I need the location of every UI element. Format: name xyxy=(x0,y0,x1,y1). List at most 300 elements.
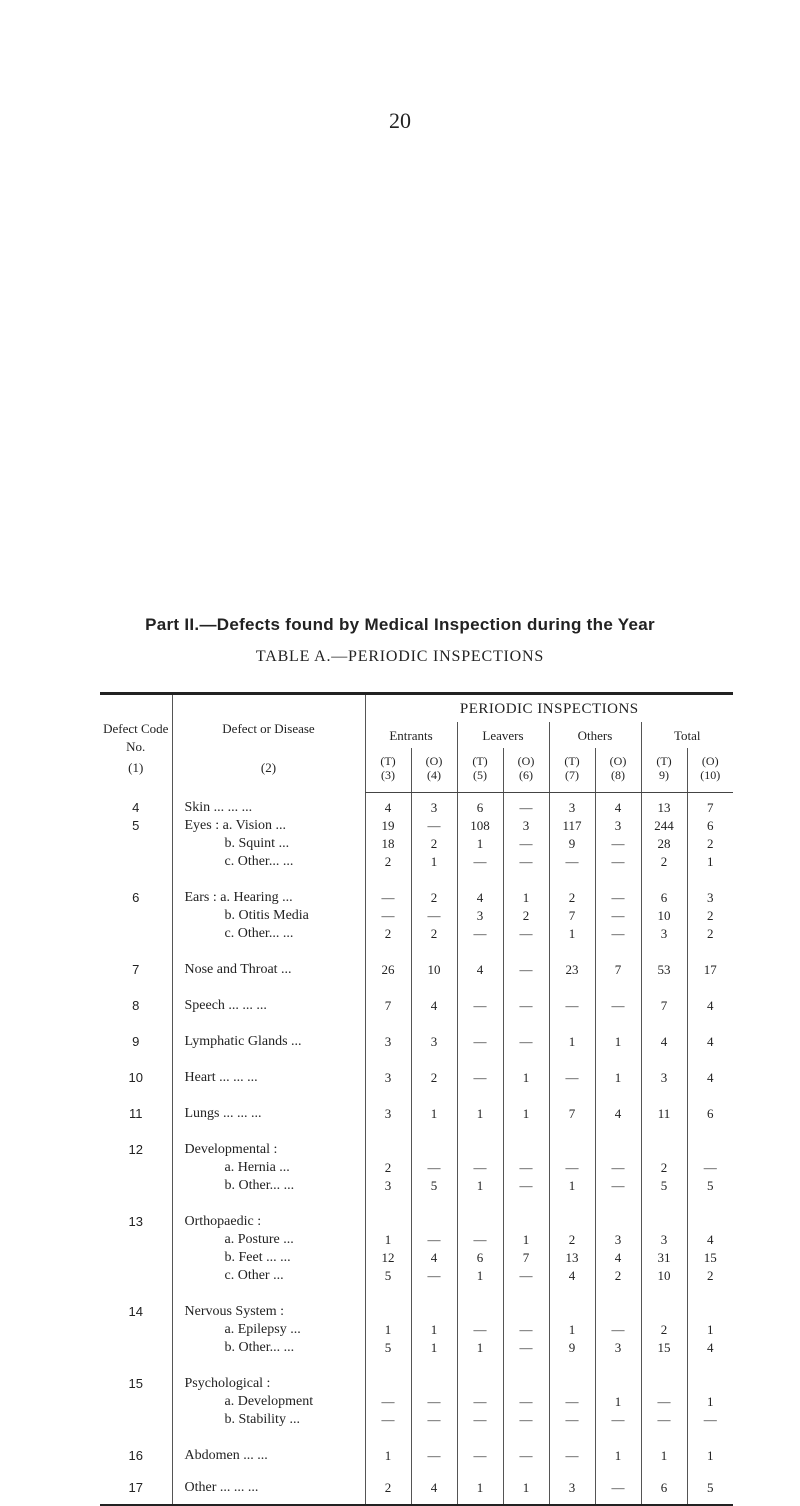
cell-col-3: 5 xyxy=(365,1339,411,1357)
defect-code: 9 xyxy=(132,1034,140,1049)
cell-col-3: 1 xyxy=(365,1429,411,1465)
cell-col-10: 5 xyxy=(687,1177,733,1195)
defect-code: 13 xyxy=(128,1214,143,1229)
cell-col-7: 117 xyxy=(549,817,595,835)
cell-col-10: 2 xyxy=(687,925,733,943)
defect-code xyxy=(100,907,172,925)
cell-col-9: 4 xyxy=(641,1015,687,1051)
table-row xyxy=(100,1087,733,1123)
sub-header-number: (4) xyxy=(427,768,441,782)
cell-col-8: 2 xyxy=(595,1267,641,1285)
table-row xyxy=(100,1321,733,1339)
defect-label: a. Development xyxy=(172,1393,365,1411)
cell-col-3: 2 xyxy=(365,1159,411,1177)
cell-col-7: — xyxy=(549,853,595,871)
cell-col-3 xyxy=(365,1195,411,1231)
cell-col-6 xyxy=(503,1285,549,1321)
cell-col-9: 3 xyxy=(641,925,687,943)
cell-col-8 xyxy=(595,1357,641,1393)
sub-header-col-7 xyxy=(549,748,595,793)
cell-col-6 xyxy=(503,1123,549,1159)
defect-code: 14 xyxy=(128,1304,143,1319)
cell-col-8: — xyxy=(595,907,641,925)
cell-col-7: 1 xyxy=(549,1015,595,1051)
cell-col-3: 2 xyxy=(365,1465,411,1505)
cell-col-8 xyxy=(595,1285,641,1321)
cell-col-8: 4 xyxy=(595,793,641,818)
sub-header-number: (5) xyxy=(473,768,487,782)
table-row xyxy=(100,1411,733,1429)
cell-col-9: 6 xyxy=(641,1465,687,1505)
defect-code xyxy=(100,1249,172,1267)
cell-col-6: — xyxy=(503,853,549,871)
cell-col-8: 1 xyxy=(595,1393,641,1411)
cell-col-5: 1 xyxy=(457,1339,503,1357)
cell-col-7: 1 xyxy=(549,925,595,943)
cell-col-9: 13 xyxy=(641,793,687,818)
defect-label: a. Epilepsy ... xyxy=(172,1321,365,1339)
cell-col-3: — xyxy=(365,907,411,925)
table-row xyxy=(100,1195,733,1231)
defect-label: c. Other... ... xyxy=(172,853,365,871)
defect-label: Skin ... ... ... xyxy=(172,793,365,818)
cell-col-4: 2 xyxy=(411,871,457,907)
table-row xyxy=(100,1159,733,1177)
cell-col-4: — xyxy=(411,1393,457,1411)
cell-col-7: 1 xyxy=(549,1321,595,1339)
cell-col-10: 2 xyxy=(687,907,733,925)
cell-col-5: 3 xyxy=(457,907,503,925)
cell-col-3: 19 xyxy=(365,817,411,835)
defect-code: 11 xyxy=(129,1106,143,1121)
cell-col-10: 6 xyxy=(687,1087,733,1123)
cell-col-3: 3 xyxy=(365,1177,411,1195)
cell-col-3: 7 xyxy=(365,979,411,1015)
cell-col-3 xyxy=(365,1357,411,1393)
cell-col-3: 5 xyxy=(365,1267,411,1285)
cell-col-4: — xyxy=(411,1429,457,1465)
defect-code xyxy=(100,925,172,943)
cell-col-10: 7 xyxy=(687,793,733,818)
cell-col-7: 2 xyxy=(549,871,595,907)
cell-col-6: 7 xyxy=(503,1249,549,1267)
defect-code: 8 xyxy=(132,998,140,1013)
cell-col-10: — xyxy=(687,1411,733,1429)
defect-code: 17 xyxy=(128,1480,143,1495)
cell-col-10 xyxy=(687,1123,733,1159)
cell-col-8: — xyxy=(595,1411,641,1429)
part-heading: Part II.—Defects found by Medical Inspection during the Year xyxy=(145,615,655,634)
cell-col-3: 3 xyxy=(365,1015,411,1051)
defect-label: Orthopaedic : xyxy=(172,1195,365,1231)
defect-label: Lymphatic Glands ... xyxy=(172,1015,365,1051)
table-title: TABLE A.—PERIODIC INSPECTIONS xyxy=(255,648,545,665)
sub-header-number: (10) xyxy=(700,768,721,782)
defect-label: Developmental : xyxy=(172,1123,365,1159)
defect-label: Lungs ... ... ... xyxy=(172,1087,365,1123)
cell-col-3: 18 xyxy=(365,835,411,853)
cell-col-10 xyxy=(687,1357,733,1393)
cell-col-4: 1 xyxy=(411,1321,457,1339)
cell-col-8: — xyxy=(595,1177,641,1195)
cell-col-4: 4 xyxy=(411,979,457,1015)
cell-col-6: — xyxy=(503,979,549,1015)
cell-col-7: 9 xyxy=(549,835,595,853)
table-row xyxy=(100,979,733,1015)
defect-code: 12 xyxy=(128,1142,143,1157)
cell-col-7: 7 xyxy=(549,907,595,925)
sub-header-number: (6) xyxy=(519,768,533,782)
cell-col-6: — xyxy=(503,1321,549,1339)
cell-col-7: 3 xyxy=(549,793,595,818)
cell-col-9: 2 xyxy=(641,853,687,871)
cell-col-5: 6 xyxy=(457,1249,503,1267)
defect-code xyxy=(100,1339,172,1357)
cell-col-3: 1 xyxy=(365,1321,411,1339)
cell-col-4: 4 xyxy=(411,1249,457,1267)
cell-col-9: 10 xyxy=(641,907,687,925)
cell-col-4: — xyxy=(411,1159,457,1177)
defect-code-header: Defect Code No. (1) xyxy=(100,694,172,793)
sub-header-col-9 xyxy=(641,748,687,793)
table-row xyxy=(100,793,733,818)
cell-col-5: — xyxy=(457,1051,503,1087)
table-row xyxy=(100,1429,733,1465)
defect-label: Heart ... ... ... xyxy=(172,1051,365,1087)
defect-label: b. Squint ... xyxy=(172,835,365,853)
cell-col-5: — xyxy=(457,1159,503,1177)
sub-header-type: (O) xyxy=(517,754,535,768)
cell-col-5: — xyxy=(457,1015,503,1051)
cell-col-9: 28 xyxy=(641,835,687,853)
cell-col-8 xyxy=(595,1195,641,1231)
cell-col-4: 10 xyxy=(411,943,457,979)
cell-col-5 xyxy=(457,1195,503,1231)
cell-col-4: 1 xyxy=(411,1339,457,1357)
cell-col-6: — xyxy=(503,1429,549,1465)
cell-col-4: 3 xyxy=(411,1015,457,1051)
cell-col-10: 2 xyxy=(687,835,733,853)
cell-col-10: 1 xyxy=(687,1429,733,1465)
cell-col-5: — xyxy=(457,979,503,1015)
cell-col-8: 4 xyxy=(595,1087,641,1123)
cell-col-8: 1 xyxy=(595,1015,641,1051)
table-row xyxy=(100,853,733,871)
cell-col-6: — xyxy=(503,1015,549,1051)
cell-col-4: 5 xyxy=(411,1177,457,1195)
cell-col-3 xyxy=(365,1285,411,1321)
total-header: Total xyxy=(641,722,733,748)
defect-label: c. Other... ... xyxy=(172,925,365,943)
cell-col-8 xyxy=(595,1123,641,1159)
cell-col-5: 108 xyxy=(457,817,503,835)
sub-header-type: (T) xyxy=(472,754,488,768)
cell-col-4: — xyxy=(411,907,457,925)
cell-col-6: — xyxy=(503,1339,549,1357)
sub-header-col-4 xyxy=(411,748,457,793)
cell-col-9: — xyxy=(641,1411,687,1429)
cell-col-6: — xyxy=(503,943,549,979)
cell-col-8: 4 xyxy=(595,1249,641,1267)
defect-label: b. Other... ... xyxy=(172,1177,365,1195)
cell-col-3: 4 xyxy=(365,793,411,818)
cell-col-9: 7 xyxy=(641,979,687,1015)
cell-col-9: 53 xyxy=(641,943,687,979)
defect-label: Speech ... ... ... xyxy=(172,979,365,1015)
cell-col-3: 2 xyxy=(365,853,411,871)
table-row xyxy=(100,1393,733,1411)
cell-col-9: 2 xyxy=(641,1159,687,1177)
periodic-inspections-table xyxy=(100,692,733,1506)
cell-col-10: — xyxy=(687,1159,733,1177)
cell-col-5: — xyxy=(457,1393,503,1411)
cell-col-5 xyxy=(457,1357,503,1393)
cell-col-5: — xyxy=(457,1411,503,1429)
cell-col-3: 26 xyxy=(365,943,411,979)
defect-code xyxy=(100,1231,172,1249)
sub-header-col-10 xyxy=(687,748,733,793)
cell-col-3: 1 xyxy=(365,1231,411,1249)
cell-col-7 xyxy=(549,1285,595,1321)
cell-col-7: 13 xyxy=(549,1249,595,1267)
sub-header-type: (T) xyxy=(564,754,580,768)
defect-code: 4 xyxy=(132,799,140,815)
cell-col-8: 1 xyxy=(595,1051,641,1087)
cell-col-10: 4 xyxy=(687,1231,733,1249)
cell-col-10: 4 xyxy=(687,979,733,1015)
defect-code xyxy=(100,1177,172,1195)
table-row xyxy=(100,1465,733,1505)
cell-col-6: — xyxy=(503,1411,549,1429)
cell-col-4: 1 xyxy=(411,853,457,871)
cell-col-3: — xyxy=(365,1393,411,1411)
cell-col-10: 2 xyxy=(687,1267,733,1285)
table-row xyxy=(100,907,733,925)
table-row xyxy=(100,1123,733,1159)
defect-code xyxy=(100,835,172,853)
defect-code: 16 xyxy=(128,1448,143,1463)
cell-col-6: 1 xyxy=(503,1465,549,1505)
defect-code: 10 xyxy=(128,1070,143,1085)
others-header: Others xyxy=(549,722,641,748)
cell-col-10 xyxy=(687,1285,733,1321)
leavers-header: Leavers xyxy=(457,722,549,748)
sub-header-type: (T) xyxy=(380,754,396,768)
cell-col-8: 3 xyxy=(595,1231,641,1249)
table-row xyxy=(100,1231,733,1249)
cell-col-5 xyxy=(457,1123,503,1159)
cell-col-8: — xyxy=(595,1159,641,1177)
cell-col-4: 3 xyxy=(411,793,457,818)
cell-col-6: — xyxy=(503,835,549,853)
cell-col-9 xyxy=(641,1123,687,1159)
cell-col-9: 5 xyxy=(641,1177,687,1195)
cell-col-9 xyxy=(641,1357,687,1393)
cell-col-9: 15 xyxy=(641,1339,687,1357)
defect-label: Nose and Throat ... xyxy=(172,943,365,979)
cell-col-7: — xyxy=(549,1411,595,1429)
cell-col-7: — xyxy=(549,1429,595,1465)
cell-col-4: 2 xyxy=(411,1051,457,1087)
defect-code xyxy=(100,1267,172,1285)
cell-col-9: 3 xyxy=(641,1051,687,1087)
cell-col-6: 2 xyxy=(503,907,549,925)
cell-col-3: — xyxy=(365,871,411,907)
cell-col-10 xyxy=(687,1195,733,1231)
cell-col-7 xyxy=(549,1195,595,1231)
defect-label: b. Other... ... xyxy=(172,1339,365,1357)
cell-col-4: — xyxy=(411,1231,457,1249)
table-row xyxy=(100,1285,733,1321)
cell-col-9: 1 xyxy=(641,1429,687,1465)
table-row xyxy=(100,1249,733,1267)
cell-col-9: 3 xyxy=(641,1231,687,1249)
cell-col-6: 1 xyxy=(503,871,549,907)
sub-header-col-3 xyxy=(365,748,411,793)
cell-col-5: 6 xyxy=(457,793,503,818)
cell-col-9: 2 xyxy=(641,1321,687,1339)
cell-col-3: 3 xyxy=(365,1087,411,1123)
defect-label: Abdomen ... ... xyxy=(172,1429,365,1465)
defect-code: 15 xyxy=(128,1376,143,1391)
cell-col-10: 5 xyxy=(687,1465,733,1505)
cell-col-9 xyxy=(641,1285,687,1321)
cell-col-5: 4 xyxy=(457,871,503,907)
cell-col-6: 1 xyxy=(503,1087,549,1123)
cell-col-5: 1 xyxy=(457,1267,503,1285)
cell-col-7: — xyxy=(549,1051,595,1087)
table-row xyxy=(100,835,733,853)
cell-col-4: — xyxy=(411,1411,457,1429)
table-row xyxy=(100,1339,733,1357)
defect-label: a. Hernia ... xyxy=(172,1159,365,1177)
cell-col-10: 15 xyxy=(687,1249,733,1267)
table-row xyxy=(100,871,733,907)
cell-col-8: 3 xyxy=(595,1339,641,1357)
cell-col-9: 10 xyxy=(641,1267,687,1285)
cell-col-5: — xyxy=(457,1321,503,1339)
defect-label: b. Stability ... xyxy=(172,1411,365,1429)
cell-col-6: — xyxy=(503,1393,549,1411)
cell-col-4: 1 xyxy=(411,1087,457,1123)
cell-col-7: 7 xyxy=(549,1087,595,1123)
cell-col-4 xyxy=(411,1285,457,1321)
cell-col-5: 1 xyxy=(457,1177,503,1195)
cell-col-5: 4 xyxy=(457,943,503,979)
defect-code xyxy=(100,853,172,871)
cell-col-6: 1 xyxy=(503,1051,549,1087)
defect-code: 7 xyxy=(132,962,140,977)
cell-col-9: — xyxy=(641,1393,687,1411)
cell-col-4: 4 xyxy=(411,1465,457,1505)
defect-label: Psychological : xyxy=(172,1357,365,1393)
defect-code: 6 xyxy=(132,890,140,905)
entrants-header: Entrants xyxy=(365,722,457,748)
cell-col-6: — xyxy=(503,1159,549,1177)
cell-col-6: — xyxy=(503,1267,549,1285)
cell-col-3 xyxy=(365,1123,411,1159)
cell-col-3: 12 xyxy=(365,1249,411,1267)
cell-col-5: — xyxy=(457,853,503,871)
defect-code xyxy=(100,1159,172,1177)
cell-col-7: — xyxy=(549,1159,595,1177)
table-row xyxy=(100,1267,733,1285)
cell-col-10: 6 xyxy=(687,817,733,835)
cell-col-8: — xyxy=(595,1465,641,1505)
cell-col-7: — xyxy=(549,1393,595,1411)
cell-col-4: — xyxy=(411,817,457,835)
defect-disease-header: Defect or Disease (2) xyxy=(172,694,365,793)
sub-header-number: (3) xyxy=(381,768,395,782)
defect-label: Eyes : a. Vision ... xyxy=(172,817,365,835)
cell-col-7: 9 xyxy=(549,1339,595,1357)
cell-col-4: — xyxy=(411,1267,457,1285)
cell-col-3: — xyxy=(365,1411,411,1429)
cell-col-8: 1 xyxy=(595,1429,641,1465)
cell-col-6: 3 xyxy=(503,817,549,835)
defect-label: b. Otitis Media xyxy=(172,907,365,925)
cell-col-7: 23 xyxy=(549,943,595,979)
cell-col-9: 6 xyxy=(641,871,687,907)
table-row xyxy=(100,1051,733,1087)
table-row xyxy=(100,943,733,979)
cell-col-4: 2 xyxy=(411,925,457,943)
cell-col-7 xyxy=(549,1123,595,1159)
cell-col-4 xyxy=(411,1357,457,1393)
defect-label: Other ... ... ... xyxy=(172,1465,365,1505)
cell-col-10: 4 xyxy=(687,1015,733,1051)
defect-label: b. Feet ... ... xyxy=(172,1249,365,1267)
defect-code xyxy=(100,1321,172,1339)
cell-col-10: 4 xyxy=(687,1339,733,1357)
cell-col-8: — xyxy=(595,1321,641,1339)
cell-col-6: 1 xyxy=(503,1231,549,1249)
sub-header-number: 9) xyxy=(659,768,669,782)
page-number: 20 xyxy=(389,108,411,133)
sub-header-type: (T) xyxy=(656,754,672,768)
sub-header-number: (8) xyxy=(611,768,625,782)
cell-col-7: 2 xyxy=(549,1231,595,1249)
cell-col-6: — xyxy=(503,1177,549,1195)
sub-header-col-6 xyxy=(503,748,549,793)
cell-col-10: 17 xyxy=(687,943,733,979)
sub-header-number: (7) xyxy=(565,768,579,782)
cell-col-10: 1 xyxy=(687,1393,733,1411)
cell-col-8: — xyxy=(595,925,641,943)
sub-header-col-8 xyxy=(595,748,641,793)
cell-col-7: 4 xyxy=(549,1267,595,1285)
cell-col-8: — xyxy=(595,871,641,907)
table-row xyxy=(100,925,733,943)
cell-col-10: 1 xyxy=(687,853,733,871)
defect-code xyxy=(100,1411,172,1429)
cell-col-10: 4 xyxy=(687,1051,733,1087)
cell-col-9: 244 xyxy=(641,817,687,835)
cell-col-5 xyxy=(457,1285,503,1321)
defect-label: a. Posture ... xyxy=(172,1231,365,1249)
cell-col-7: 1 xyxy=(549,1177,595,1195)
cell-col-3: 3 xyxy=(365,1051,411,1087)
cell-col-7 xyxy=(549,1357,595,1393)
cell-col-9 xyxy=(641,1195,687,1231)
table-row xyxy=(100,1357,733,1393)
cell-col-5: 1 xyxy=(457,1465,503,1505)
sub-header-col-5 xyxy=(457,748,503,793)
cell-col-6 xyxy=(503,1357,549,1393)
table-row xyxy=(100,817,733,835)
cell-col-3: 2 xyxy=(365,925,411,943)
defect-code: 5 xyxy=(132,818,140,833)
